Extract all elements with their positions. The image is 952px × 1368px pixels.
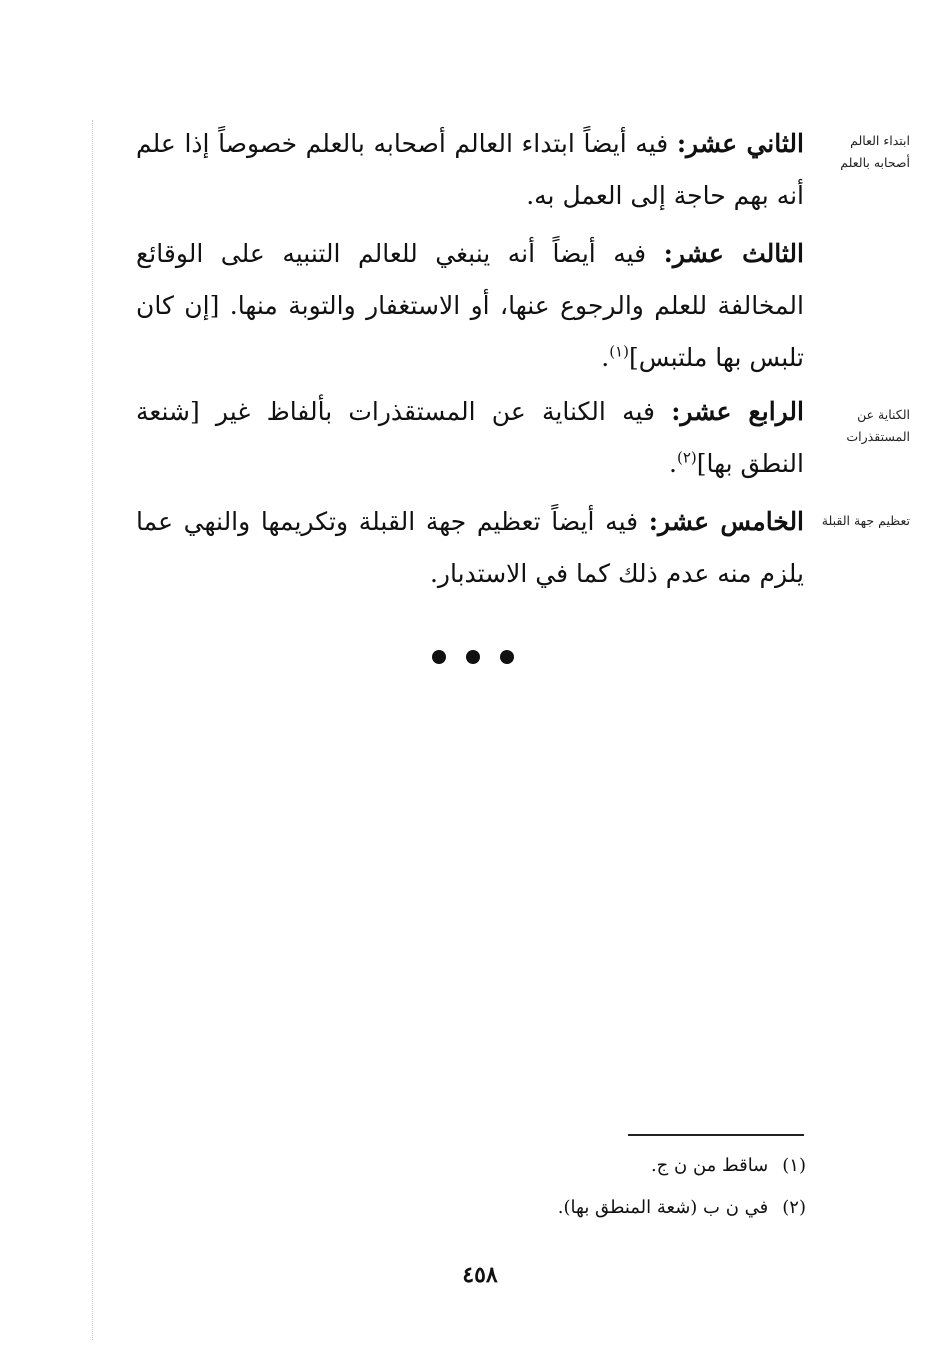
- side-note-teaching: ابتداء العالم أصحابه بالعلم: [840, 133, 910, 170]
- footnote-text: ساقط من ن ج.: [650, 1155, 769, 1176]
- side-note-qibla: تعظيم جهة القبلة: [821, 513, 910, 528]
- paragraph-heading: الرابع عشر:: [671, 397, 804, 426]
- paragraph-tail: .: [601, 343, 610, 372]
- paragraph-text: فيه أيضاً أنه ينبغي للعالم التنبيه على الوقائع المخالفة للعلم والرجوع عنها، أو الاستغفار والتوبة منها. [إن كان تلبس بها ملتبس]: [136, 239, 804, 372]
- paragraph-heading: الخامس عشر:: [648, 507, 805, 536]
- footnote-number: (١): [782, 1155, 806, 1176]
- footnote-rule: [628, 1134, 804, 1136]
- page-number: ٤٥٨: [462, 1262, 498, 1288]
- footnote-ref[interactable]: (١): [609, 342, 629, 361]
- paragraph-tail: .: [669, 449, 677, 478]
- footnote-2: [420, 1194, 806, 1222]
- paragraph-twelfth: [136, 118, 804, 222]
- section-separator: [432, 650, 514, 664]
- footnote-1: [420, 1152, 806, 1180]
- side-note-euphemism: الكناية عن المستقذرات: [846, 407, 910, 444]
- paragraph-text: فيه الكناية عن المستقذرات بألفاظ غير [شنعة النطق بها]: [136, 397, 804, 478]
- scan-edge-line: [92, 120, 93, 1340]
- separator-dot: [432, 650, 446, 664]
- paragraph-heading: الثالث عشر:: [663, 239, 804, 268]
- separator-dot: [500, 650, 514, 664]
- paragraph-heading: الثاني عشر:: [676, 129, 804, 158]
- footnote-number: (٢): [782, 1197, 806, 1218]
- footnote-ref[interactable]: (٢): [676, 448, 697, 467]
- paragraph-fourteenth: [136, 386, 804, 490]
- paragraph-text: فيه أيضاً تعظيم جهة القبلة وتكريمها والنهي عما يلزم منه عدم ذلك كما في الاستدبار.: [136, 507, 804, 588]
- footnote-text: في ن ب (شعة المنطق بها).: [557, 1197, 769, 1218]
- paragraph-text: فيه أيضاً ابتداء العالم أصحابه بالعلم خصوصاً إذا علم أنه بهم حاجة إلى العمل به.: [136, 129, 804, 210]
- separator-dot: [466, 650, 480, 664]
- paragraph-thirteenth: [136, 228, 804, 384]
- paragraph-fifteenth: [136, 496, 804, 600]
